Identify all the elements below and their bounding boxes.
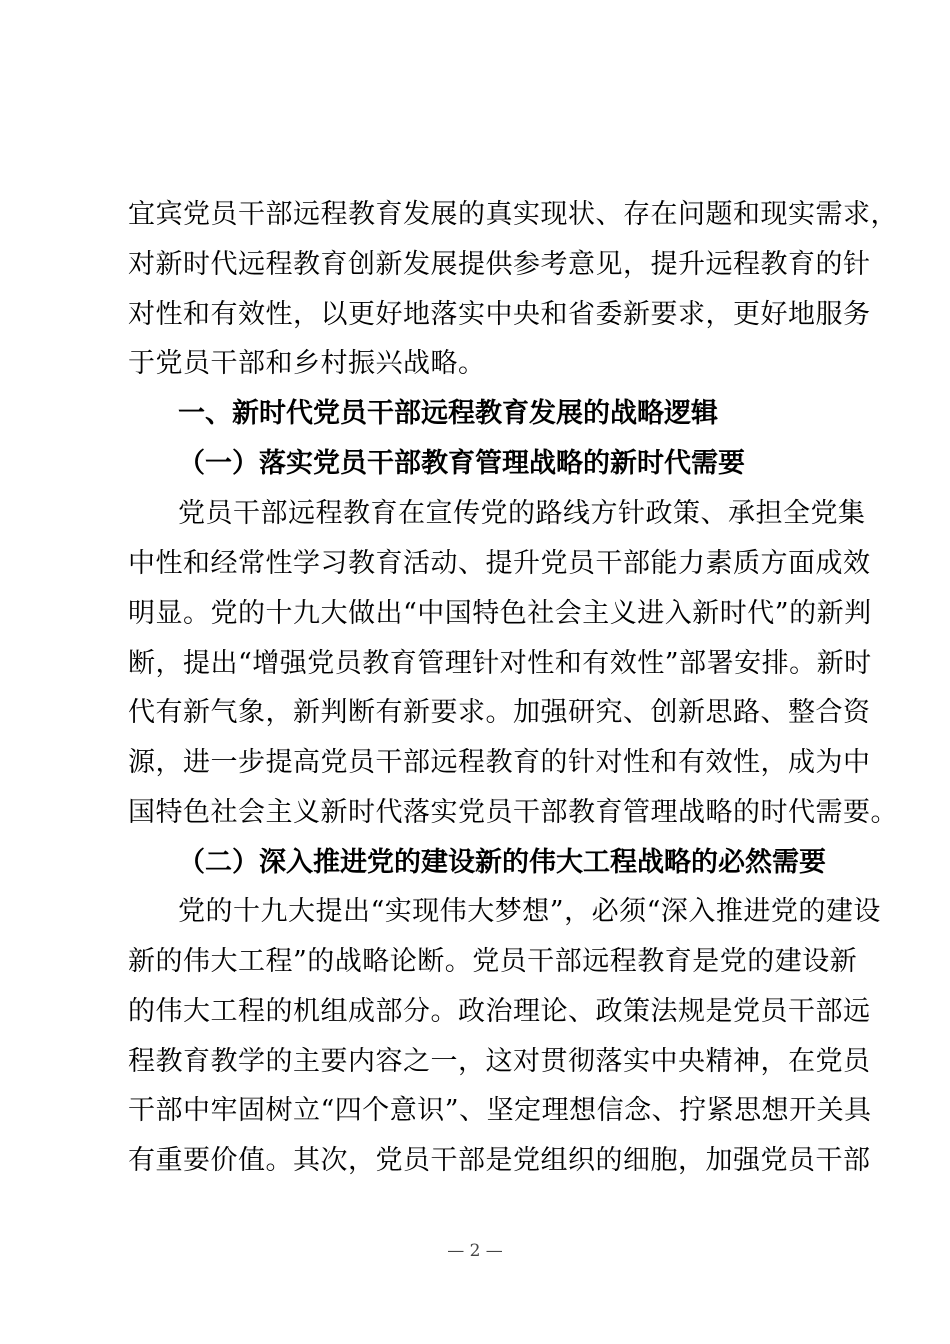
paragraph-line: 干部中牢固树立“四个意识”、坚定理想信念、拧紧思想开关具 (128, 1095, 872, 1126)
section-heading: 一、新时代党员干部远程教育发展的战略逻辑 (178, 398, 718, 429)
paragraph-line: 程教育教学的主要内容之一，这对贯彻落实中央精神，在党员 (128, 1046, 871, 1077)
intro-line: 对新时代远程教育创新发展提供参考意见，提升远程教育的针 (128, 249, 871, 280)
paragraph-line: 中性和经常性学习教育活动、提升党员干部能力素质方面成效 (128, 548, 871, 579)
paragraph-line: 新的伟大工程”的战略论断。党员干部远程教育是党的建设新 (128, 946, 858, 977)
paragraph-line: 党员干部远程教育在宣传党的路线方针政策、承担全党集 (178, 498, 866, 529)
intro-line: 宜宾党员干部远程教育发展的真实现状、存在问题和现实需求， (128, 199, 898, 230)
subsection-heading: （二）深入推进党的建设新的伟大工程战略的必然需要 (178, 847, 826, 878)
paragraph-line: 明显。党的十九大做出“中国特色社会主义进入新时代”的新判 (128, 598, 872, 629)
paragraph-line: 代有新气象，新判断有新要求。加强研究、创新思路、整合资 (128, 697, 871, 728)
paragraph-line: 源，进一步提高党员干部远程教育的针对性和有效性，成为中 (128, 747, 871, 778)
paragraph-line: 国特色社会主义新时代落实党员干部教育管理战略的时代需要。 (128, 797, 898, 828)
intro-line: 于党员干部和乡村振兴战略。 (128, 348, 486, 379)
subsection-heading: （一）落实党员干部教育管理战略的新时代需要 (178, 448, 745, 479)
paragraph-line: 断，提出“增强党员教育管理针对性和有效性”部署安排。新时 (128, 648, 872, 679)
page-number: — 2 — (447, 1241, 503, 1261)
paragraph-line: 党的十九大提出“实现伟大梦想”，必须“深入推进党的建设 (178, 896, 881, 927)
paragraph-line: 有重要价值。其次，党员干部是党组织的细胞，加强党员干部 (128, 1145, 871, 1176)
intro-line: 对性和有效性，以更好地落实中央和省委新要求，更好地服务 (128, 299, 871, 330)
paragraph-line: 的伟大工程的机组成部分。政治理论、政策法规是党员干部远 (128, 996, 871, 1027)
